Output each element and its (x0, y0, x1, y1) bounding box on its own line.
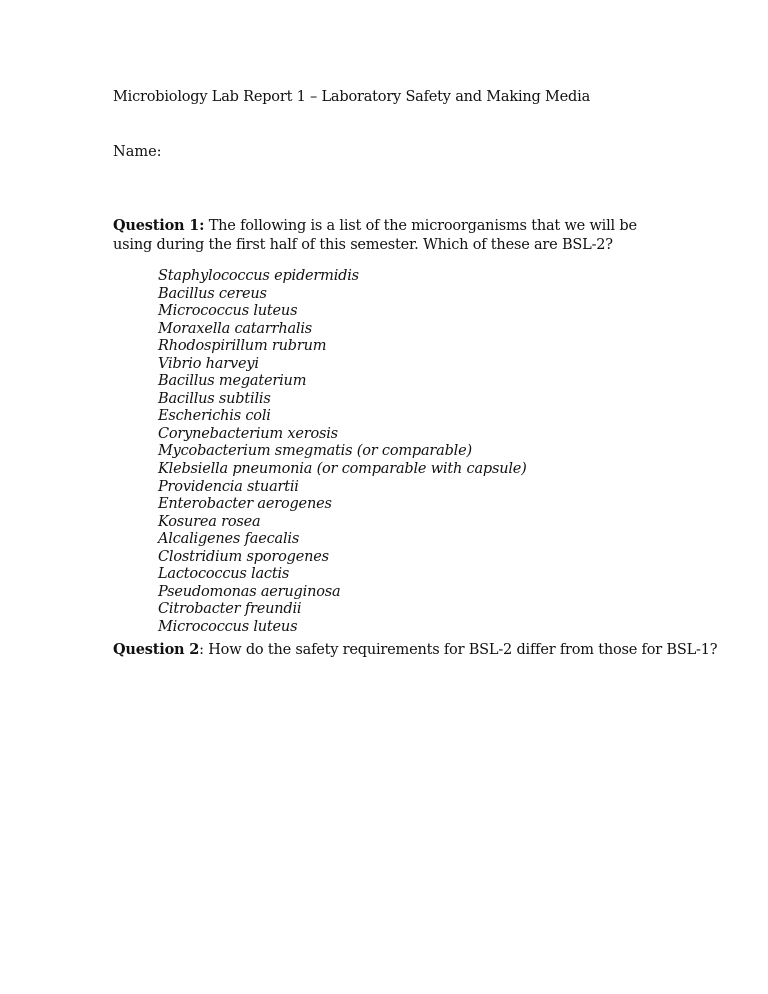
organism-item: Alcaligenes faecalis (158, 531, 300, 548)
question-1-label: Question 1: (113, 217, 205, 234)
organism-item: Micrococcus luteus (158, 618, 298, 635)
question-2-text: : How do the safety requirements for BSL-2 differ from those for BSL-1? (199, 642, 718, 658)
question-2 (113, 640, 718, 660)
organism-item: Enterobacter aerogenes (158, 496, 332, 513)
organism-item: Vibrio harveyi (158, 355, 259, 372)
organism-list (158, 268, 527, 636)
organism-item: Escherichis coli (158, 408, 271, 425)
organism-item: Mycobacterium smegmatis (or comparable) (158, 443, 472, 460)
question-2-label: Question 2 (113, 641, 200, 658)
organism-item: Corynebacterium xerosis (158, 425, 338, 442)
document-title: Microbiology Lab Report 1 – Laboratory Safety and Making Media (113, 89, 591, 105)
question-1 (113, 216, 673, 255)
organism-item: Bacillus megaterium (158, 373, 307, 390)
organism-item: Providencia stuartii (158, 478, 299, 495)
organism-item: Pseudomonas aeruginosa (158, 583, 341, 600)
organism-item: Klebsiella pneumonia (or comparable with capsule) (158, 461, 527, 478)
organism-item: Clostridium sporogenes (158, 548, 329, 565)
organism-item: Bacillus cereus (158, 285, 267, 302)
organism-item: Rhodospirillum rubrum (158, 338, 327, 355)
organism-item: Bacillus subtilis (158, 390, 271, 407)
organism-item: Staphylococcus epidermidis (158, 268, 359, 284)
organism-item: Kosurea rosea (158, 513, 261, 530)
organism-item: Moraxella catarrhalis (158, 320, 313, 337)
question-1-text: The following is a list of the microorganisms that we will be using during the first half of this semester. Which of these are BSL-2? (113, 218, 637, 253)
name-label: Name: (113, 144, 162, 160)
organism-item: Citrobacter freundii (158, 601, 302, 618)
organism-item: Lactococcus lactis (158, 566, 290, 583)
organism-item: Micrococcus luteus (158, 303, 298, 320)
